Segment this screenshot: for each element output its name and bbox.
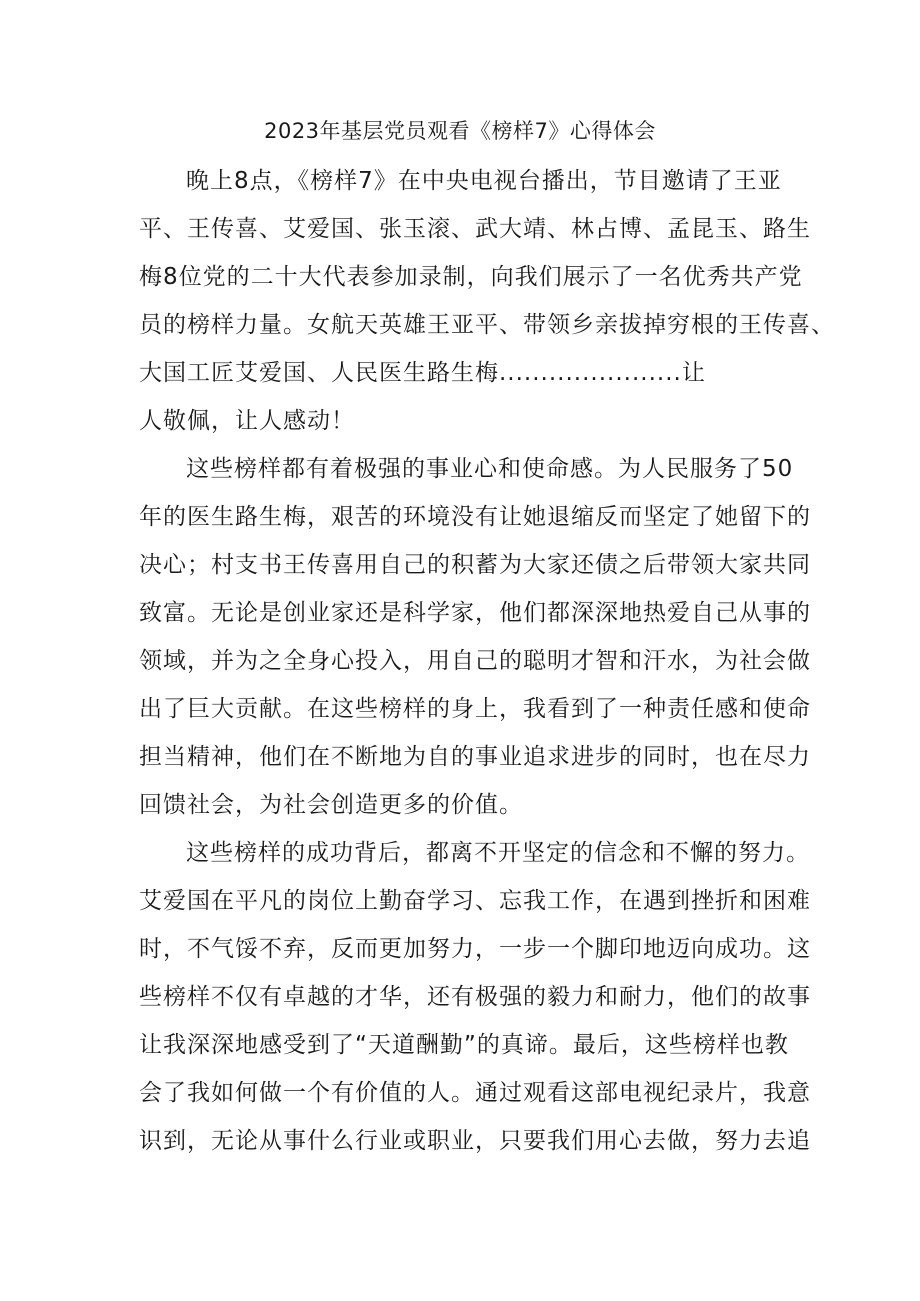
paragraph-3-line-7: 识到，无论从事什么行业或职业，只要我们用心去做，努力去追: [139, 1128, 811, 1154]
paragraph-2-line-6: 出了巨大贡献。在这些榜样的身上，我看到了一种责任感和使命: [139, 696, 811, 722]
paragraph-3-line-3: 时，不气馁不弃，反而更加努力，一步一个脚印地迈向成功。这: [139, 936, 811, 962]
paragraph-2-line-3: 决心；村支书王传喜用自己的积蓄为大家还债之后带领大家共同: [139, 552, 811, 578]
paragraph-2-line-2: 年的医生路生梅，艰苦的环境没有让她退缩反而坚定了她留下的: [139, 504, 811, 530]
paragraph-2-line-1: 这些榜样都有着极强的事业心和使命感。为人民服务了50: [186, 456, 794, 482]
paragraph-3-line-1: 这些榜样的成功背后，都离不开坚定的信念和不懈的努力。: [186, 840, 810, 866]
paragraph-2-line-7: 担当精神，他们在不断地为自的事业追求进步的同时，也在尽力: [139, 744, 811, 770]
paragraph-1-line-4: 员的榜样力量。女航天英雄王亚平、带领乡亲拔掉穷根的王传喜、: [139, 312, 835, 338]
paragraph-1-line-2: 平、王传喜、艾爱国、张玉滚、武大靖、林占博、孟昆玉、路生: [139, 216, 811, 242]
paragraph-3-line-2: 艾爱国在平凡的岗位上勤奋学习、忘我工作，在遇到挫折和困难: [139, 888, 811, 914]
paragraph-3-line-6: 会了我如何做一个有价值的人。通过观看这部电视纪录片，我意: [139, 1080, 811, 1106]
paragraph-1-line-1: 晚上8点，《榜样7》在中央电视台播出，节目邀请了王亚: [186, 168, 782, 194]
paragraph-1-line-6: 人敬佩，让人感动！: [139, 408, 355, 434]
paragraph-2-line-8: 回馈社会，为社会创造更多的价值。: [139, 792, 523, 818]
paragraph-2-line-4: 致富。无论是创业家还是科学家，他们都深深地热爱自己从事的: [139, 600, 811, 626]
paragraph-1-line-5: 大国工匠艾爱国、人民医生路生梅......................让: [139, 360, 706, 386]
paragraph-1-line-3: 梅8位党的二十大代表参加录制，向我们展示了一名优秀共产党: [139, 264, 803, 290]
document-title: 2023年基层党员观看《榜样7》心得体会: [264, 119, 656, 143]
paragraph-3-line-4: 些榜样不仅有卓越的才华，还有极强的毅力和耐力，他们的故事: [139, 984, 811, 1010]
paragraph-2-line-5: 领域，并为之全身心投入，用自己的聪明才智和汗水，为社会做: [139, 648, 811, 674]
paragraph-3-line-5: 让我深深地感受到了“天道酬勤”的真谛。最后，这些榜样也教: [139, 1032, 789, 1058]
